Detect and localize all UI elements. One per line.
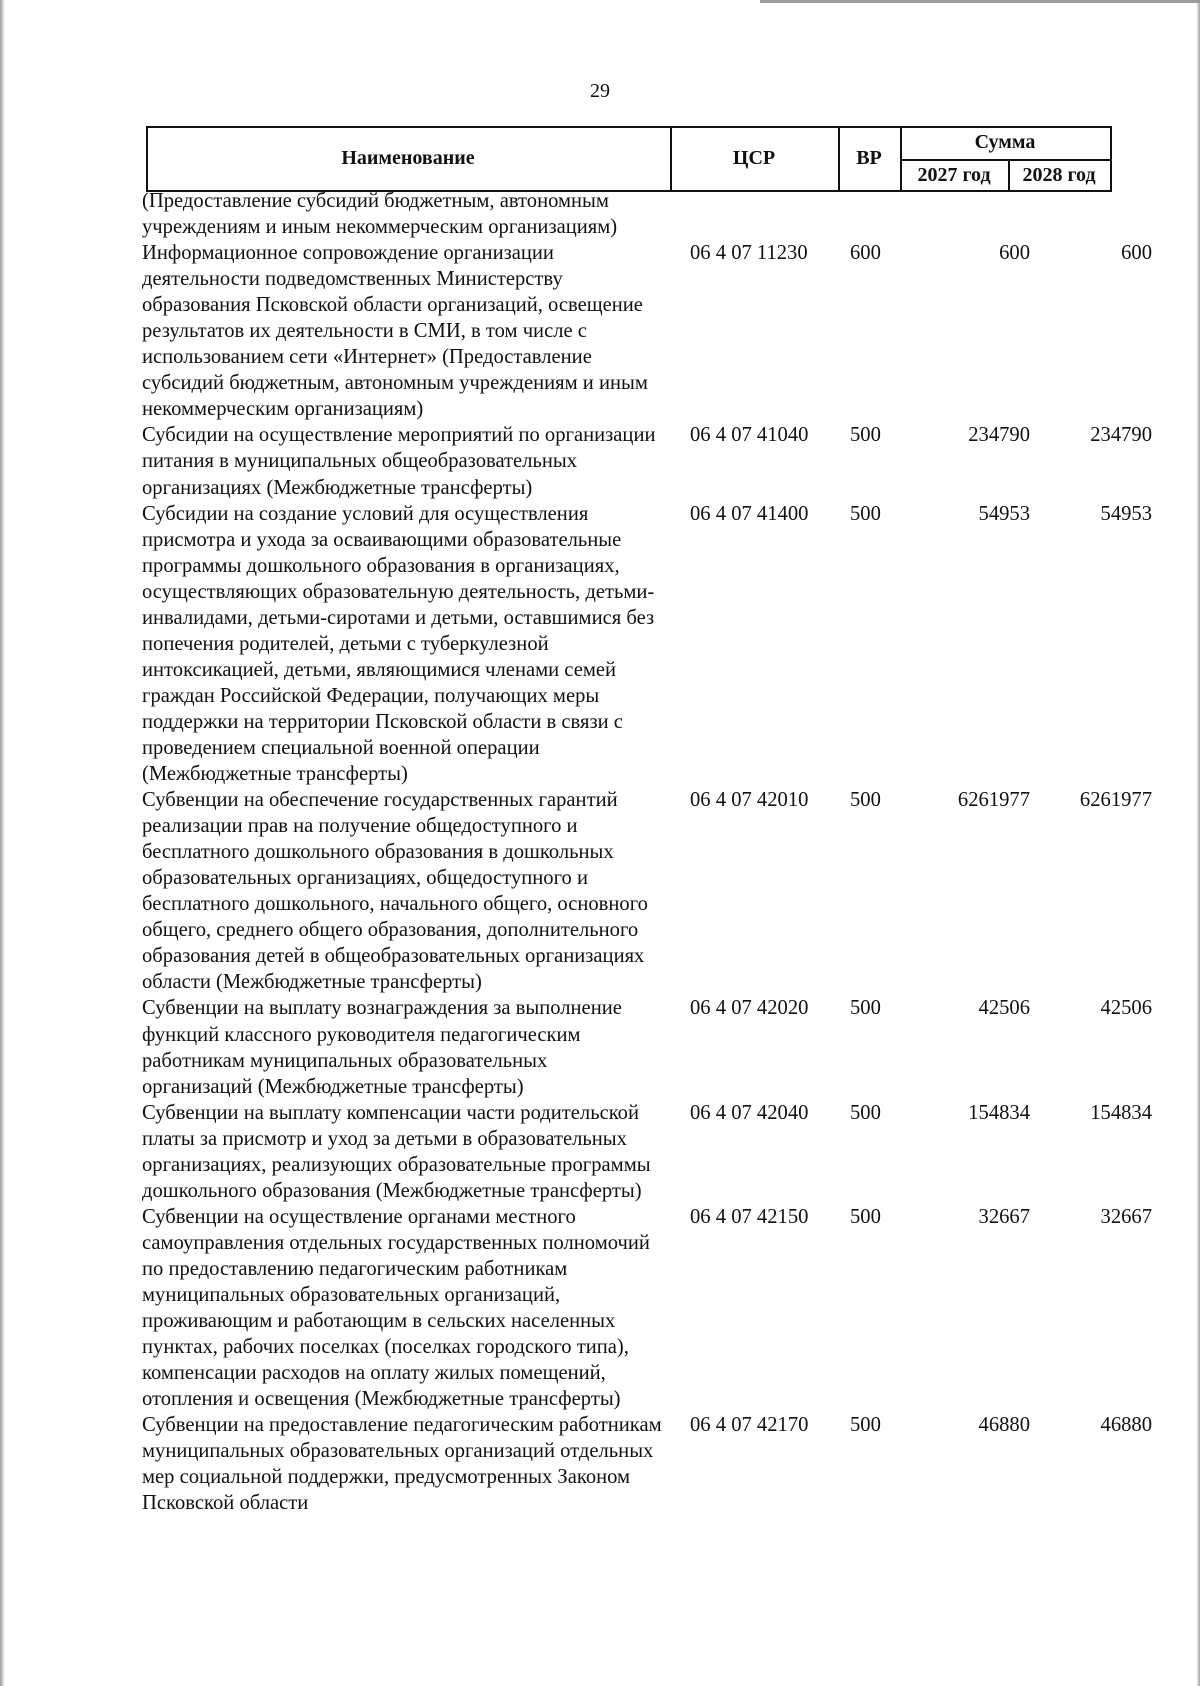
row-vr: 500 [850,1205,881,1228]
table-header [146,126,1112,192]
scan-edge-left [0,0,5,1686]
row-csr: 06 4 07 42020 [690,997,809,1020]
row-sum-2028: 42506 [1100,997,1152,1020]
row-vr: 600 [850,242,881,265]
header-name: Наименование [341,146,475,169]
table-row [142,1204,1152,1412]
row-csr: 06 4 07 42040 [690,1101,809,1124]
table-row [142,1100,1152,1204]
row-sum-2028: 46880 [1100,1414,1152,1437]
row-vr: 500 [850,502,881,525]
row-sum-2027: 6261977 [957,789,1030,812]
row-name: Информационное сопровождение организации деятельности подведомственных Министерству образования Псковской области организаций, освещение результатов их деятельности в СМИ, в том числе с использованием сети «Интернет» (Предоставление субсидий бюджетным, автономным учреждениям и иным некоммерческим организациям) [142,242,648,421]
row-sum-2028: 6261977 [1079,789,1152,812]
row-sum-2027: 234790 [968,424,1030,447]
scan-edge-right [1196,0,1200,1686]
row-sum-2027: 54953 [978,502,1030,525]
table-row [142,787,1152,995]
row-csr: 06 4 07 11230 [690,242,808,265]
row-vr: 500 [850,789,881,812]
row-csr: 06 4 07 42150 [690,1205,809,1228]
row-sum-2028: 154834 [1090,1101,1152,1124]
row-name: Субсидии на создание условий для осуществления присмотра и ухода за осваивающими образовательные программы дошкольного образования в организациях, осуществляющих образовательную деятельность, детьми-инвалидами, детьми-сиротами и детьми, оставшимися без попечения родителей, детьми с туберкулезной интоксикацией, детьми, являющимися членами семей граждан Российской Федерации, получающих меры поддержки на территории Псковской области в связи с проведением специальной военной операции (Межбюджетные трансферты) [142,502,655,786]
table-row [142,240,1152,422]
row-csr: 06 4 07 42010 [690,789,809,812]
row-name: Субвенции на выплату компенсации части родительской платы за присмотр и уход за детьми в образовательных организациях, реализующих образовательные программы дошкольного образования (Межбюджетные трансферты) [142,1101,651,1202]
row-vr: 500 [850,997,881,1020]
row-sum-2027: 154834 [968,1101,1030,1124]
row-sum-2027: 32667 [978,1205,1030,1228]
row-name: Субсидии на осуществление мероприятий по организации питания в муниципальных общеобразовательных организациях (Межбюджетные трансферты) [142,424,656,499]
row-vr: 500 [850,1101,881,1124]
row-name: (Предоставление субсидий бюджетным, автономным учреждениям и иным некоммерческим организациям) [142,190,618,239]
row-sum-2028: 54953 [1100,502,1152,525]
row-sum-2028: 600 [1121,242,1152,265]
row-sum-2027: 46880 [978,1414,1030,1437]
row-csr: 06 4 07 41400 [690,502,809,525]
row-name: Субвенции на выплату вознаграждения за выполнение функций классного руководителя педагогическим работникам муниципальных образовательных организаций (Межбюджетные трансферты) [142,997,622,1098]
row-sum-2028: 32667 [1100,1205,1152,1228]
table-row [142,1412,1152,1516]
row-name: Субвенции на предоставление педагогическим работникам муниципальных образовательных организаций отдельных мер социальной поддержки, предусмотренных Законом Псковской области [142,1414,662,1515]
table-body [142,188,1152,1516]
header-year-2028: 2028 год [1022,164,1096,186]
row-name: Субвенции на обеспечение государственных гарантий реализации прав на получение общедоступного и бесплатного дошкольного образования в дошкольных образовательных организациях, общедоступного и бесплатного дошкольного, начального общего, основного общего, среднего общего образования, дополнительного образования детей в общеобразовательных организациях области (Межбюджетные трансферты) [142,789,648,994]
table-row [142,188,1122,240]
row-sum-2027: 42506 [978,997,1030,1020]
table-row [142,501,1152,788]
scan-edge-top [760,0,1200,3]
header-sum: Сумма [974,131,1036,153]
header-vr: ВР [856,146,882,169]
page-number: 29 [590,80,610,102]
row-sum-2027: 600 [999,242,1030,265]
row-csr: 06 4 07 41040 [690,424,809,447]
row-csr: 06 4 07 42170 [690,1414,809,1437]
row-vr: 500 [850,424,881,447]
header-csr: ЦСР [732,146,776,169]
header-frame-right [1110,126,1112,192]
row-vr: 500 [850,1414,881,1437]
row-name: Субвенции на осуществление органами местного самоуправления отдельных государственных полномочий по предоставлению педагогическим работникам муниципальных образовательных организаций, проживающим и работающим в сельских населенных пунктах, рабочих поселках (поселках городского типа), компенсации расходов на оплату жилых помещений, отопления и освещения (Межбюджетные трансферты) [142,1205,650,1411]
table-row [142,995,1152,1099]
header-year-2027: 2027 год [917,164,991,186]
row-sum-2028: 234790 [1090,424,1152,447]
table-row [142,422,1152,500]
